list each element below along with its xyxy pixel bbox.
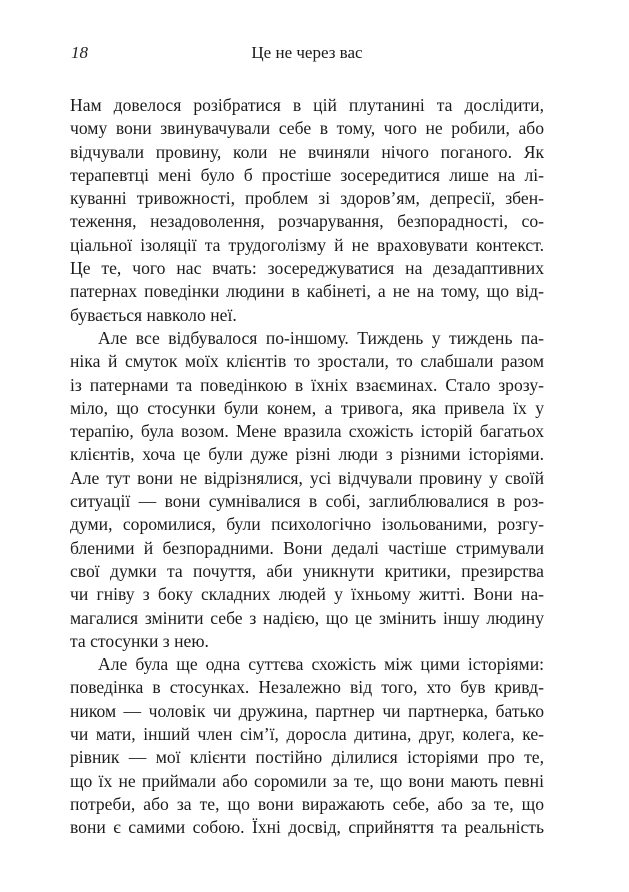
text-line: бленими й безпорадними. Вони дедалі частіше стримували [70, 537, 544, 558]
text-line: вони є самими собою. Їхні досвід, сприйняття та реальність [70, 817, 544, 838]
text-line: ніка й смуток моїх клієнтів то зростали, то слабшали разом [70, 351, 544, 372]
text-line: теження, незадоволення, розчарування, безпорадності, со- [70, 211, 544, 232]
text-line: що їх не приймали або соромили за те, що вони мають певні [70, 770, 544, 791]
text-line: міло, що стосунки були конем, а тривога, яка привела їх у [70, 397, 544, 418]
text-line: чому вони звинувачували себе в тому, чого не робили, або [70, 118, 544, 139]
text-line: із патернами та поведінкою в їхніх взаєминах. Стало зрозу- [70, 374, 544, 395]
text-line: відчували провину, коли не вчиняли нічого поганого. Як [70, 141, 544, 162]
text-line: Але була ще одна суттєва схожість між цими історіями: [98, 654, 544, 675]
text-line: бувається навколо неї. [70, 304, 237, 325]
text-line: клієнтів, хоча це були дуже різні люди з різними історіями. [70, 444, 544, 465]
text-line: патернах поведінки людини в кабінеті, а не на тому, що від- [70, 281, 544, 302]
text-line: Це те, чого нас вчать: зосереджуватися на дезадаптивних [70, 258, 544, 279]
text-line: чи мати, інший член сім’ї, доросла дитина, друг, колега, ке- [70, 724, 544, 745]
text-line: поведінка в стосунках. Незалежно від того, хто був кривд- [70, 677, 544, 698]
text-line: потреби, або за те, що вони виражають себе, або за те, що [70, 793, 544, 814]
text-line: Але тут вони не відрізнялися, усі відчували провину у своїй [70, 467, 544, 488]
text-block [70, 94, 544, 840]
text-line: ціальної ізоляції та трудоголізму й не враховувати контекст. [70, 234, 544, 255]
text-line: терапію, була возом. Мене вразила схожість історій багатьох [70, 421, 544, 442]
text-line: чи гніву з боку складних людей у їхньому житті. Вони на- [70, 584, 544, 605]
text-line: терапевтці мені було б простіше зосередитися лише на лі- [70, 164, 544, 185]
text-line: магалися змінити себе з надією, що це змінить іншу людину [70, 607, 544, 628]
text-line: ситуації — вони сумнівалися в собі, заглиблювалися в роз- [70, 491, 544, 512]
text-line: куванні тривожності, проблем зі здоров’ям, депресії, збен- [70, 188, 544, 209]
text-line: та стосунки з нею. [70, 630, 209, 651]
text-line: ником — чоловік чи дружина, партнер чи партнерка, батько [70, 700, 544, 721]
text-line: рівник — мої клієнти постійно ділилися історіями про те, [70, 747, 544, 768]
running-head: Це не через вас [251, 43, 363, 62]
page-number: 18 [71, 43, 88, 62]
text-line: думи, соромилися, були психологічно ізольованими, розгу- [70, 514, 544, 535]
text-line: свої думки та почуття, аби уникнути критики, презирства [70, 560, 544, 581]
text-line: Але все відбувалося по-іншому. Тиждень у тиждень па- [98, 327, 544, 348]
text-line: Нам довелося розібратися в цій плутанині та дослідити, [70, 95, 544, 115]
